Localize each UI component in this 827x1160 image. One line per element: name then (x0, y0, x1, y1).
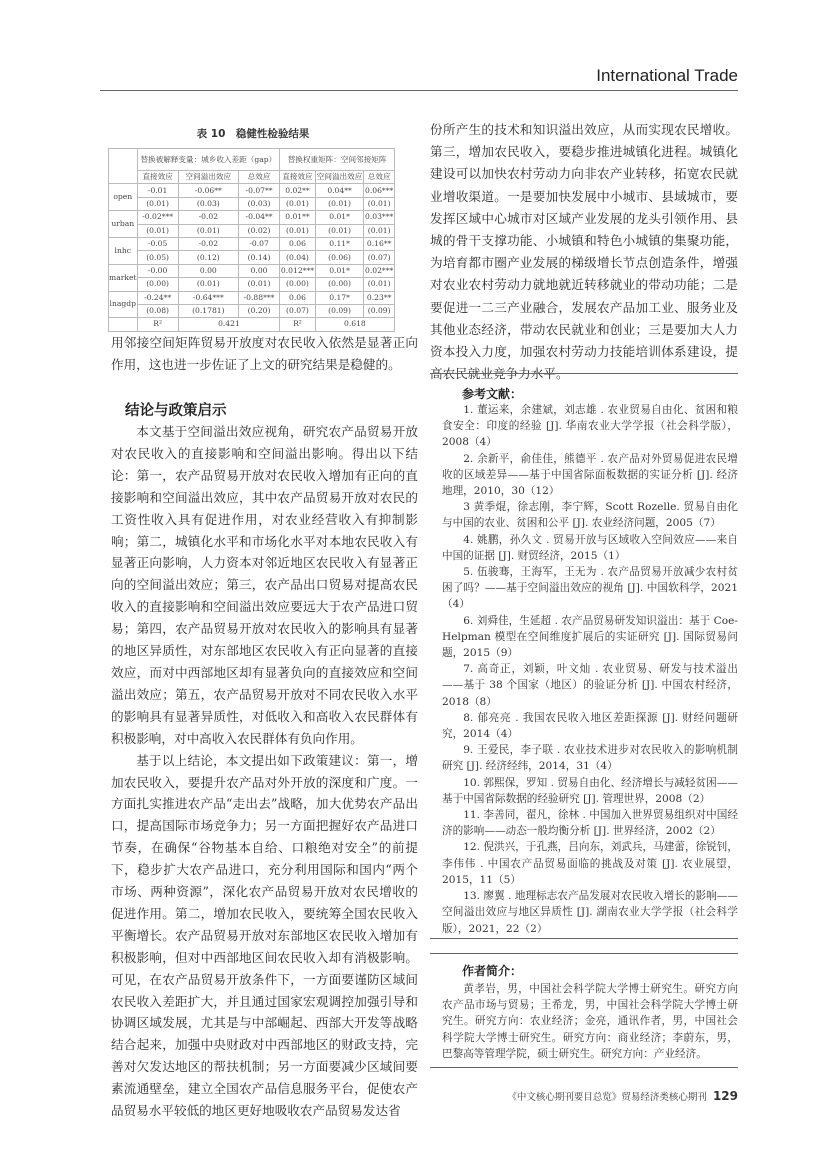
page-number: 129 (712, 1089, 738, 1103)
r2-value: 0.421 (178, 318, 279, 331)
std-error-cell: (0.08) (137, 304, 178, 317)
running-title: International Trade (596, 66, 738, 85)
coefficient-cell: 0.012*** (280, 264, 316, 277)
paragraph: 用邻接空间矩阵贸易开放度对农民收入依然是显著正向作用，这也进一步佐证了上文的研究结果是稳健的。 (111, 335, 418, 372)
coefficient-cell: -0.07 (238, 237, 279, 250)
r2-row (109, 318, 395, 331)
table-row (109, 304, 395, 317)
variable-name: lnagdp (109, 291, 138, 318)
column-header: 总效应 (364, 171, 395, 184)
divider (430, 373, 738, 374)
coefficient-cell: 0.00 (178, 264, 238, 277)
coefficient-cell: 0.06 (280, 237, 316, 250)
page-footer (507, 1089, 738, 1103)
std-error-cell: (0.05) (137, 251, 178, 264)
std-error-cell: (0.03) (238, 197, 279, 210)
std-error-cell: (0.07) (280, 304, 316, 317)
table-row (109, 251, 395, 264)
variable-name: lnhc (109, 237, 138, 264)
std-error-cell: (0.14) (238, 251, 279, 264)
coefficient-cell: 0.01** (280, 211, 316, 224)
coefficient-cell: 0.03*** (364, 211, 395, 224)
paragraph: 份所产生的技术和知识溢出效应，从而实现农民增收。第三，增加农民收入，要稳步推进城镇化进程。城镇化建设可以加快农村劳动力向非农产业转移，拓宽农民就业增收渠道。一是要加快发展中小城市、县域城市，要发挥区域中心城市对区域产业发展的龙头引领作用、县城的骨干支撑功能、小城镇和特色小城镇的集聚功能，为培育都市圈产业发展的梯级增长节点创造条件，增强对农业农村劳动力就地就近转移就业的带动功能；二是要促进一二三产业融合，发展农产品加工业、服务业及其他业态经济，带动农民就业和创业；三是要加大人力资本投入力度，加强农村劳动力技能培训体系建设，提高农民就业竞争力水平。 (430, 122, 738, 382)
coefficient-cell: -0.88*** (238, 291, 279, 304)
coefficient-cell: 0.11* (315, 237, 364, 250)
std-error-cell: (0.01) (364, 224, 395, 237)
std-error-cell: (0.01) (137, 197, 178, 210)
coefficient-cell: -0.06** (178, 184, 238, 197)
right-body-text (430, 119, 738, 385)
group-header: 替换权重矩阵：空间邻接矩阵 (280, 149, 395, 171)
table-row (109, 264, 395, 277)
table-row (109, 184, 395, 197)
table-header-row (109, 149, 395, 171)
std-error-cell: (0.01) (280, 197, 316, 210)
std-error-cell: (0.03) (178, 197, 238, 210)
divider (430, 938, 738, 939)
std-error-cell: (0.01) (315, 224, 364, 237)
std-error-cell: (0.01) (178, 224, 238, 237)
column-header: 空间溢出效应 (178, 171, 238, 184)
coefficient-cell: -0.07** (238, 184, 279, 197)
reference-item: 13. 廖翼 . 地理标志农产品发展对农民收入增长的影响——空间溢出效应与地区异质性 [J]. 湖南农业大学学报（社会科学版），2021，22（2） (442, 890, 738, 935)
coefficient-cell: 0.02*** (364, 264, 395, 277)
coefficient-cell: 0.00 (238, 264, 279, 277)
reference-item: 5. 伍骏骞，王海军，王无为 . 农产品贸易开放减少农村贫困了吗？——基于空间溢出效应的视角 [J]. 中国软科学，2021（4） (442, 566, 738, 611)
std-error-cell: (0.06) (315, 251, 364, 264)
table-row (109, 197, 395, 210)
reference-item: 8. 郁亮亮 . 我国农民收入地区差距探源 [J]. 财经问题研究，2014（4） (442, 711, 738, 741)
paragraph: 黄孝岩，男，中国社会科学院大学博士研究生。研究方向农产品市场与贸易；王希龙，男，中国社会科学院大学博士研究生。研究方向：农业经济；金亮，通讯作者，男，中国社会科学院大学博士研究生。研究方向：商业经济；李蔚东，男，巴黎高等管理学院，硕士研究生。研究方向：产业经济。 (442, 983, 738, 1060)
reference-item: 7. 高奇正，刘颖，叶文灿 . 农业贸易、研发与技术溢出——基于 38 个国家（地区）的验证分析 [J]. 中国农村经济，2018（8） (442, 663, 738, 708)
coefficient-cell: 0.02** (280, 184, 316, 197)
reference-item: 2. 余新平，俞佳佳，熊德平 . 农产品对外贸易促进农民增收的区域差异——基于中国省际面板数据的实证分析 [J]. 经济地理，2010，30（12） (442, 452, 738, 498)
coefficient-cell: 0.01* (315, 264, 364, 277)
variable-name: urban (109, 211, 138, 238)
coefficient-cell: 0.04** (315, 184, 364, 197)
coefficient-cell: -0.04** (238, 211, 279, 224)
table-row (109, 224, 395, 237)
coefficient-cell: -0.02*** (137, 211, 178, 224)
journal-note: 《中文核心期刊要目总览》贸易经济类核心期刊 (507, 1092, 707, 1103)
std-error-cell: (0.1781) (178, 304, 238, 317)
paragraph: 本文基于空间溢出效应视角，研究农产品贸易开放对农民收入的直接影响和空间溢出影响。得出以下结论：第一，农产品贸易开放对农民收入增加有正向的直接影响和空间溢出效应，其中农产品贸易开放对农民的工资性收入具有促进作用，对农业经营收入有抑制影响；第二，城镇化水平和市场化水平对本地农民收入有显著正向影响，人力资本对邻近地区农民收入有显著正向的空间溢出效应；第三，农产品出口贸易对提高农民收入的直接影响和空间溢出效应要远大于农产品进口贸易；第四，农产品贸易开放对农民收入的影响具有显著的地区异质性，对东部地区农民收入有正向显著的直接效应，而对中西部地区却有显著负向的直接效应和空间溢出效应；第五，农产品贸易开放对不同农民收入水平的影响具有显著异质性，对低收入和高收入农民群体有积极影响，对中高收入农民群体有负向作用。 (111, 424, 418, 746)
variable-name: open (109, 184, 138, 211)
divider (430, 953, 738, 954)
coefficient-cell: 0.23** (364, 291, 395, 304)
group-header: 替换被解释变量：城乡收入差距（gap） (137, 149, 280, 171)
column-header: 直接效应 (280, 171, 316, 184)
table-row (109, 291, 395, 304)
reference-item: 3 黄季焜，徐志刚，李宁辉，Scott Rozelle. 贸易自由化与中国的农业、贫困和公平 [J]. 农业经济问题，2005（7） (442, 501, 738, 530)
column-header: 直接效应 (137, 171, 178, 184)
coefficient-cell: 0.06 (280, 291, 316, 304)
coefficient-cell: -0.02 (178, 237, 238, 250)
divider (430, 1067, 738, 1068)
std-error-cell: (0.00) (280, 278, 316, 291)
std-error-cell: (0.01) (364, 197, 395, 210)
coefficient-cell: -0.64*** (178, 291, 238, 304)
table-title: 表 10 稳健性检验结果 (196, 128, 310, 140)
std-error-cell: (0.02) (238, 224, 279, 237)
std-error-cell: (0.01) (315, 197, 364, 210)
author-bio (442, 981, 738, 1062)
r2-value: 0.618 (315, 318, 394, 331)
column-header: 空间溢出效应 (315, 171, 364, 184)
std-error-cell: (0.07) (364, 251, 395, 264)
table-row (109, 211, 395, 224)
std-error-cell: (0.09) (315, 304, 364, 317)
author-heading: 作者简介： (462, 964, 523, 978)
std-error-cell: (0.01) (280, 224, 316, 237)
std-error-cell: (0.09) (364, 304, 395, 317)
table-row (109, 237, 395, 250)
table-corner (109, 149, 138, 184)
paragraph: 基于以上结论，本文提出如下政策建议：第一，增加农民收入，要提升农产品对外开放的深度和广度。一方面扎实推进农产品“走出去”战略，加大优势农产品出口，提高国际市场竞争力；另一方面把握好农产品进口节奏，在确保“谷物基本自给、口粮绝对安全”的前提下，稳步扩大农产品进口，充分利用国际和国内“两个市场、两种资源”，深化农产品贸易开放对农民增收的促进作用。第二，增加农民收入，要统筹全国农民收入平衡增长。农产品贸易开放对东部地区农民收入增加有积极影响，但对中西部地区间农民收入却有消极影响。可见，在农产品贸易开放条件下，一方面要谨防区域间农民收入差距扩大，并且通过国家宏观调控加强引导和协调区域发展，尤其是与中部崛起、西部大开发等战略结合起来，加强中央财政对中西部地区的财政支持，完善对欠发达地区的帮扶机制；另一方面要减少区域间要素流通壁垒，建立全国农产品信息服务平台，促使农产品贸易水平较低的地区更好地吸收农产品贸易发达省 (111, 752, 418, 1119)
coefficient-cell: -0.05 (137, 237, 178, 250)
reference-item: 1. 董运来，余建斌，刘志雄 . 农业贸易自由化、贫困和粮食安全：印度的经验 [J]. 华南农业大学学报（社会科学版），2008（4） (442, 404, 738, 449)
coefficient-cell: 0.06*** (364, 184, 395, 197)
r2-label: R² (280, 318, 316, 331)
references-heading: 参考文献： (462, 387, 523, 401)
std-error-cell: (0.00) (315, 278, 364, 291)
r2-label: R² (137, 318, 178, 331)
r2-spacer (109, 318, 138, 331)
std-error-cell: (0.04) (280, 251, 316, 264)
robustness-table (108, 148, 395, 332)
variable-name: market (109, 264, 138, 291)
column-header: 总效应 (238, 171, 279, 184)
coefficient-cell: -0.24** (137, 291, 178, 304)
table-header-row (109, 171, 395, 184)
std-error-cell: (0.01) (364, 278, 395, 291)
std-error-cell: (0.01) (238, 278, 279, 291)
left-body-text (111, 421, 418, 1122)
section-heading: 结论与政策启示 (125, 403, 227, 419)
reference-item: 12. 倪洪兴，于孔燕，吕向东，刘武兵，马建蕾，徐锐钊，李伟伟 . 中国农产品贸易面临的挑战及对策 [J]. 农业展望，2015，11（5） (442, 841, 738, 886)
running-header (100, 66, 738, 91)
reference-item: 9. 王爱民，李子联 . 农业技术进步对农民收入的影响机制研究 [J]. 经济经纬，2014，31（4） (442, 744, 738, 773)
reference-item: 6. 刘舜佳，生延超 . 农产品贸易研发知识溢出：基于 Coe-Helpman 模型在空间维度扩展后的实证研究 [J]. 国际贸易问题，2015（9） (442, 614, 738, 660)
reference-item: 4. 姚鹏，孙久文 . 贸易开放与区域收入空间效应——来自中国的证据 [J]. 财贸经济，2015（1） (442, 533, 738, 562)
coefficient-cell: -0.01 (137, 184, 178, 197)
std-error-cell: (0.12) (178, 251, 238, 264)
table-row (109, 278, 395, 291)
coefficient-cell: 0.16** (364, 237, 395, 250)
left-intro-text (111, 332, 418, 376)
reference-item: 11. 李善同，翟凡，徐林 . 中国加入世界贸易组织对中国经济的影响——动态一般均衡分析 [J]. 世界经济，2002（2） (442, 809, 738, 838)
std-error-cell: (0.01) (137, 224, 178, 237)
std-error-cell: (0.00) (137, 278, 178, 291)
coefficient-cell: 0.01* (315, 211, 364, 224)
std-error-cell: (0.01) (178, 278, 238, 291)
std-error-cell: (0.20) (238, 304, 279, 317)
coefficient-cell: -0.00 (137, 264, 178, 277)
coefficient-cell: -0.02 (178, 211, 238, 224)
references-list (442, 402, 738, 937)
coefficient-cell: 0.17* (315, 291, 364, 304)
reference-item: 10. 郭熙保，罗知 . 贸易自由化、经济增长与减轻贫困——基于中国省际数据的经验研究 [J]. 管理世界，2008（2） (442, 776, 738, 805)
